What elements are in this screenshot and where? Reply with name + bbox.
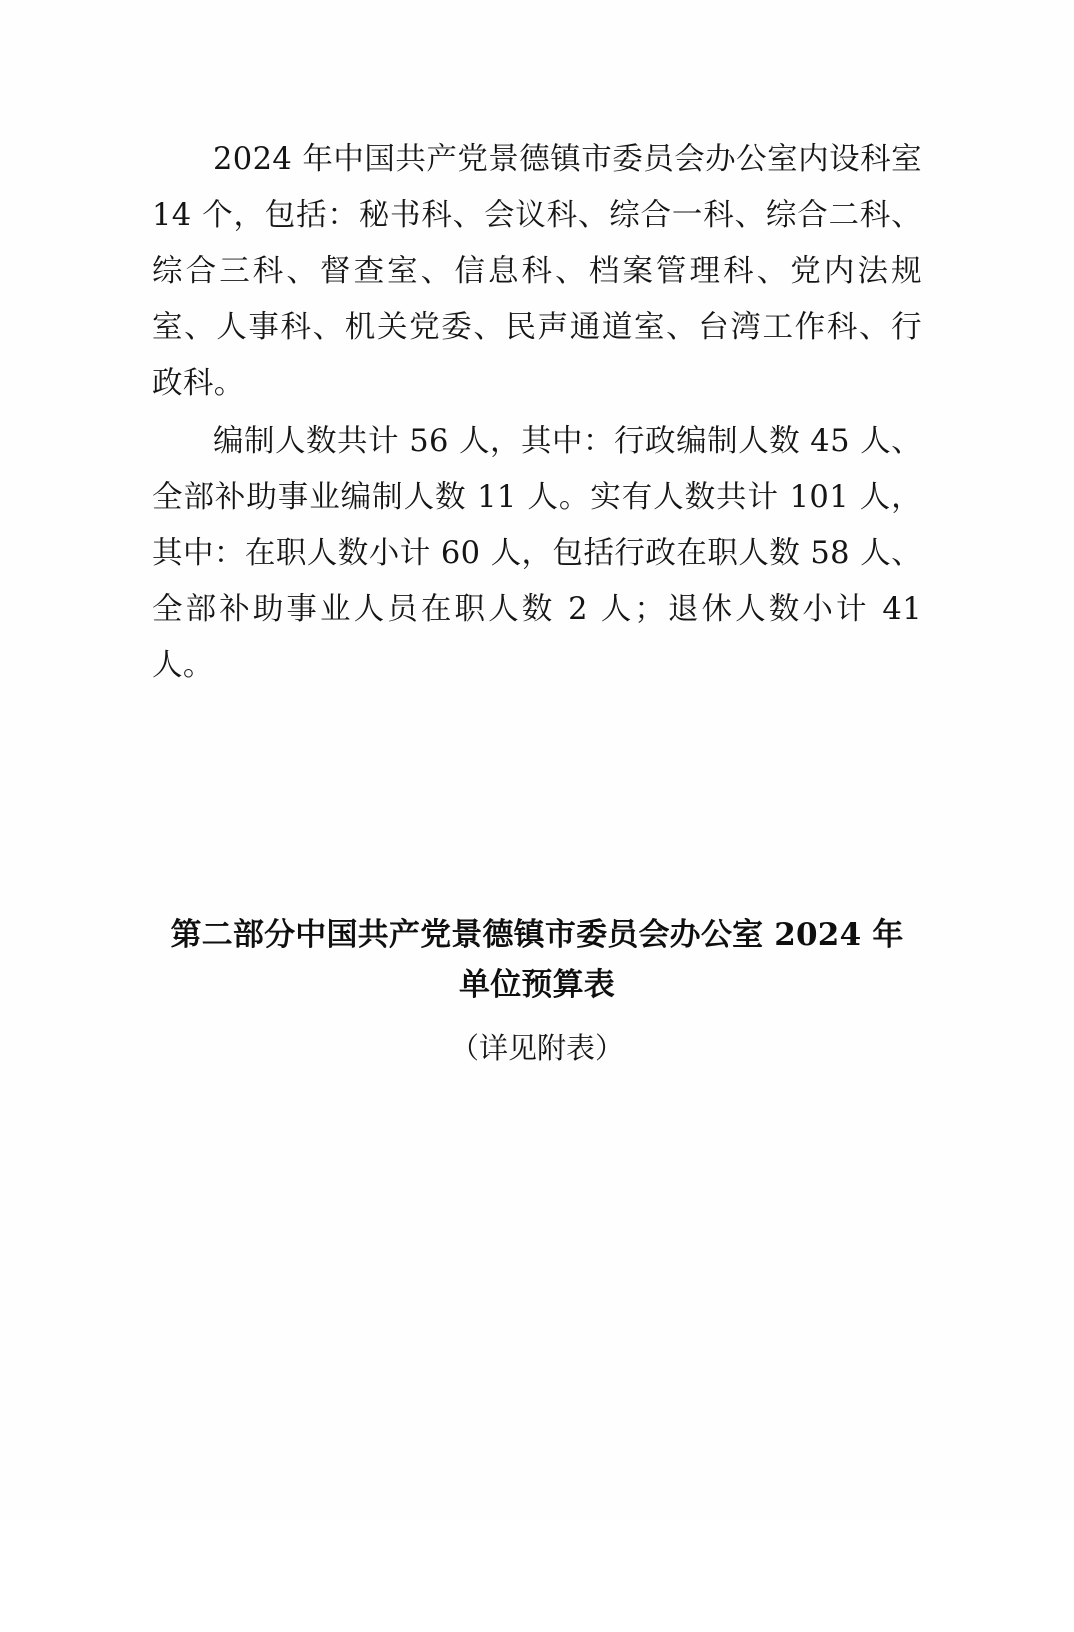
- paragraph-department-list: 2024 年中国共产党景德镇市委员会办公室内设科室 14 个，包括：秘书科、会议科、综合一科、综合二科、综合三科、督查室、信息科、档案管理科、党内法规室、人事科、机关党委、民声通道室、台湾工作科、行政科。: [152, 142, 922, 401]
- paragraph-staffing-numbers: 编制人数共计 56 人，其中：行政编制人数 45 人、全部补助事业编制人数 11 人。实有人数共计 101 人，其中：在职人数小计 60 人，包括行政在职人数 58 人、全部补助事业人员在职人数 2 人；退休人数小计 41 人。: [152, 424, 922, 683]
- section-subnote-see-appendix: （详见附表）: [449, 1031, 624, 1065]
- section-gap: [152, 696, 922, 910]
- page-bottom-whitespace: [152, 1072, 922, 1632]
- section-heading-part-two: 第二部分中国共产党景德镇市委员会办公室 2024 年单位预算表: [170, 917, 904, 1003]
